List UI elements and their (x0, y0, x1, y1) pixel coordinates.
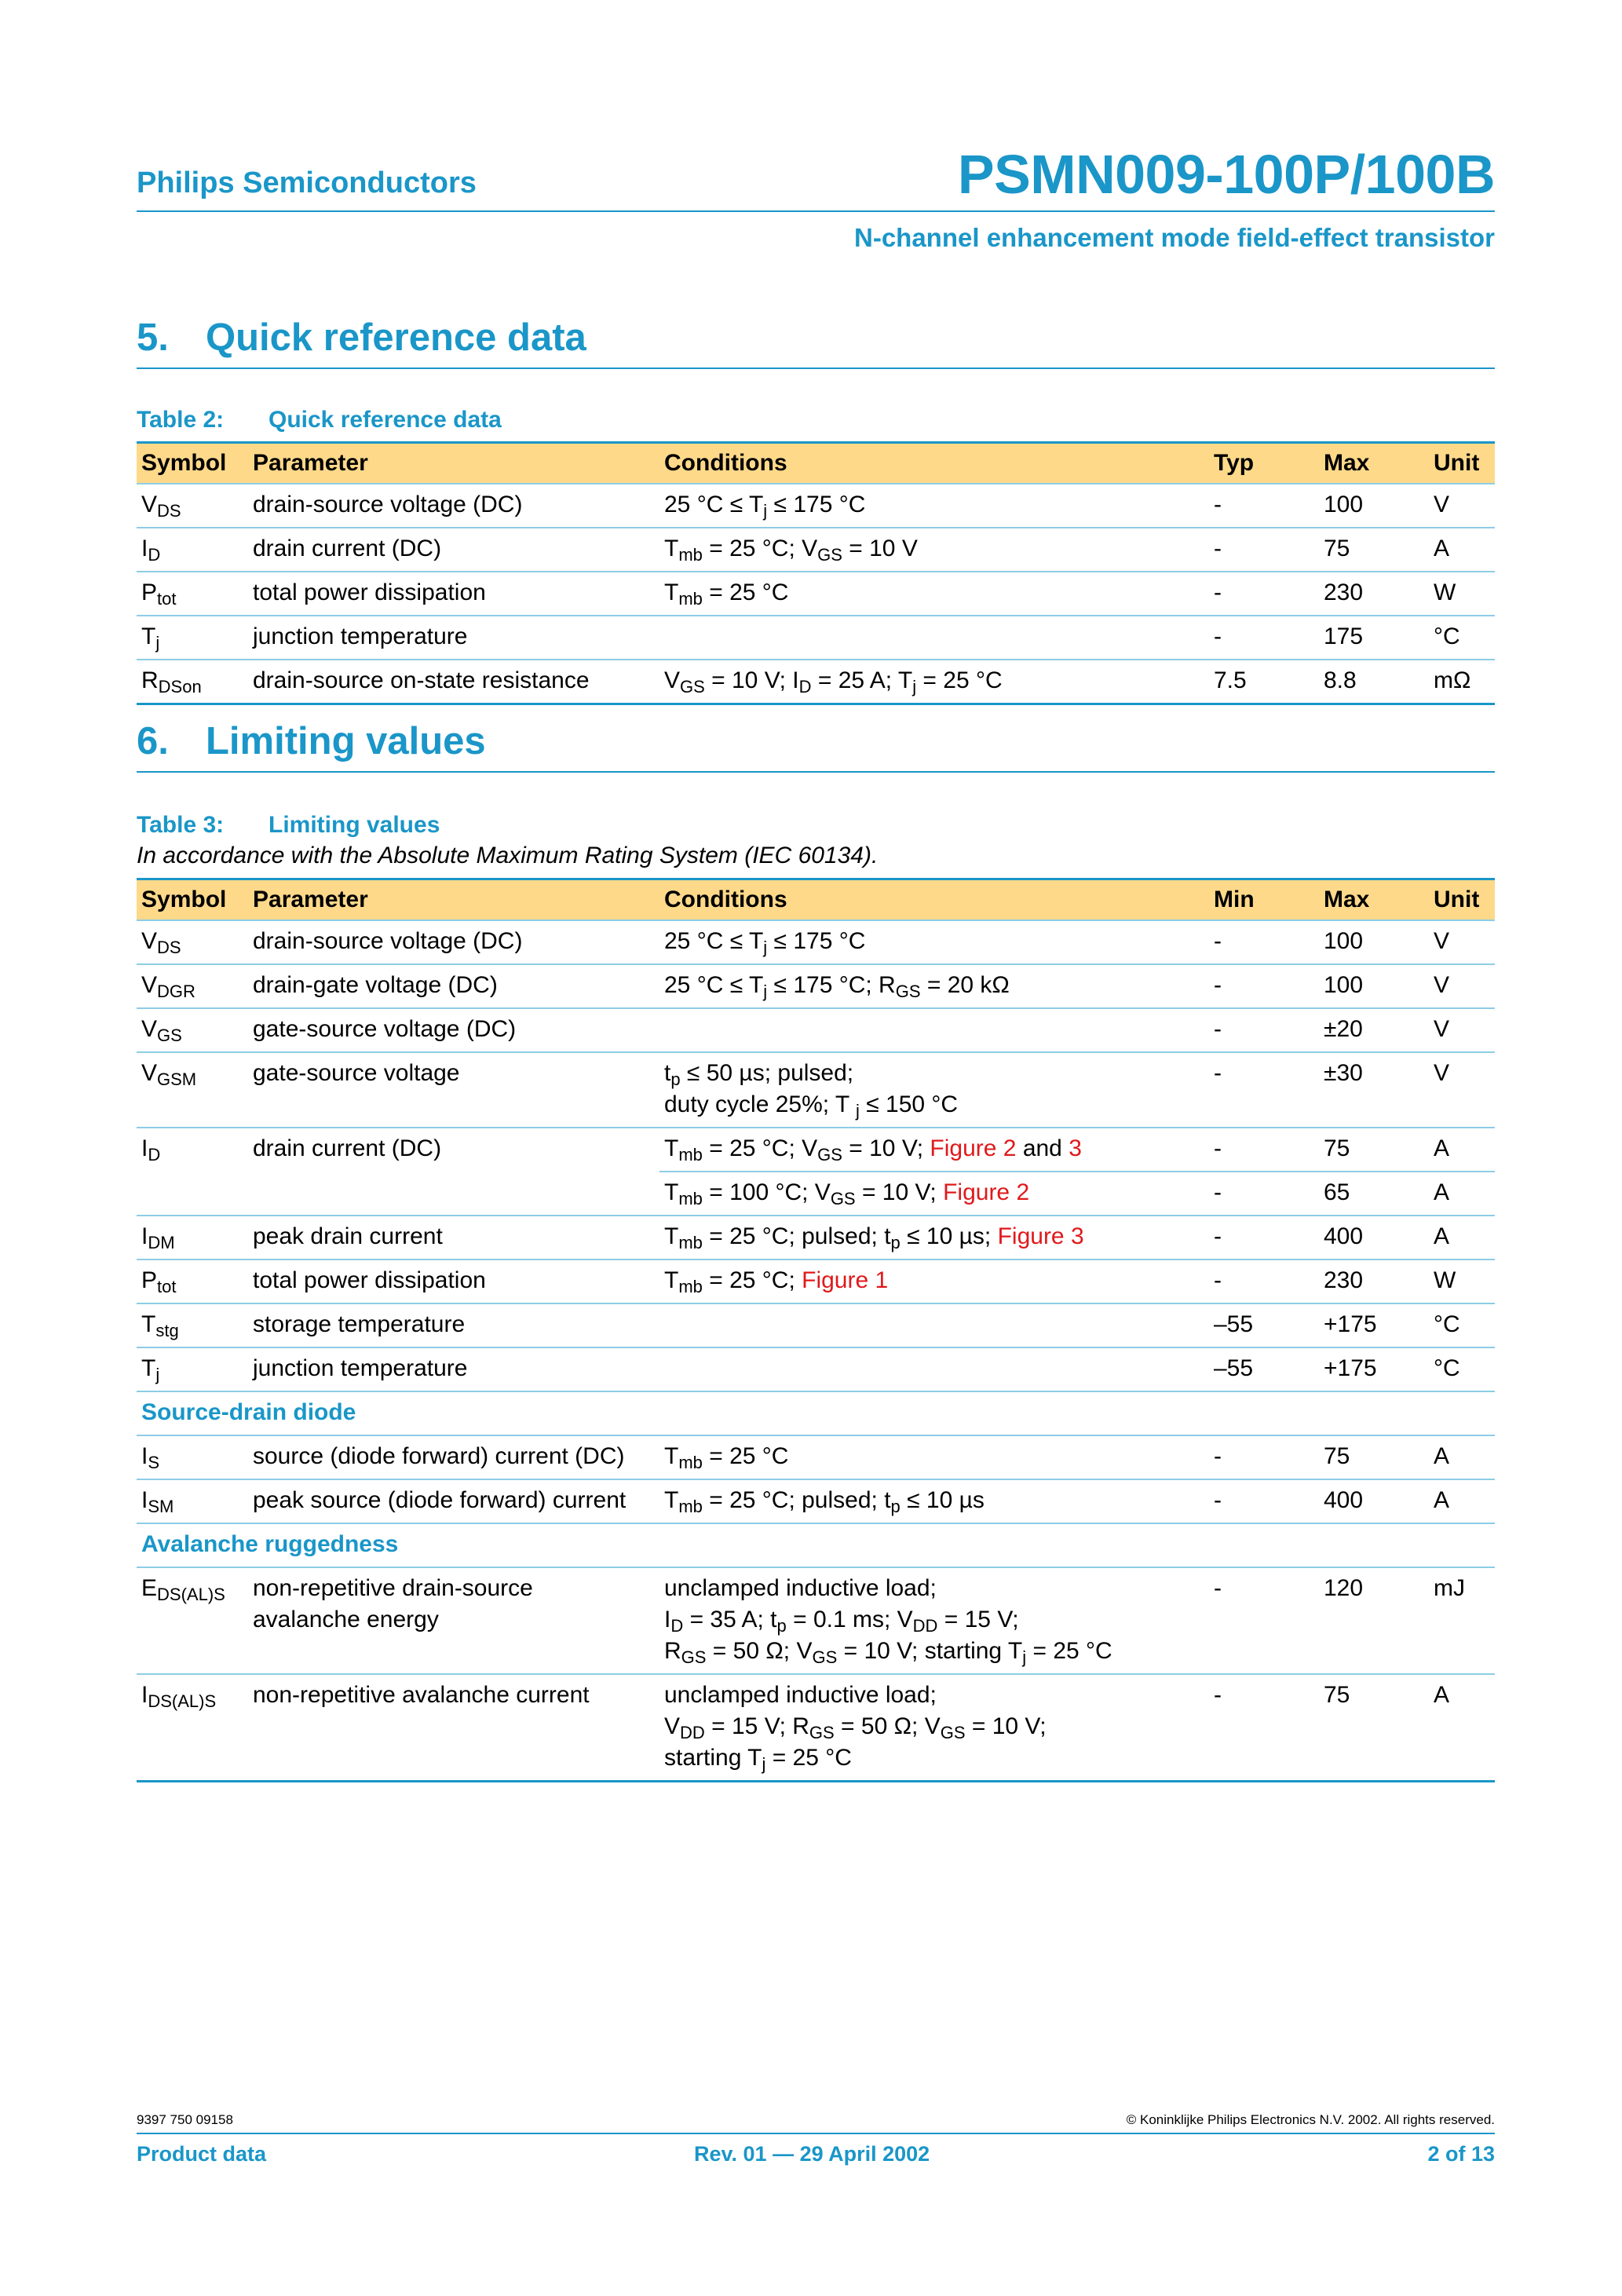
section-5-title: Quick reference data (206, 316, 586, 359)
conditions-cell: $T_{mb} = 25$ °C (659, 1435, 1209, 1479)
table-row (137, 1172, 1495, 1216)
min-cell: - (1209, 1216, 1319, 1260)
table-header-row (137, 443, 1495, 484)
max-cell: ±20 (1319, 1008, 1429, 1052)
unit-cell: V (1429, 964, 1495, 1008)
document-number: 9397 750 09158 (137, 2112, 233, 2127)
min-cell: - (1209, 1172, 1319, 1216)
conditions-cell: $T_{mb} = 25$ °C; pulsed; $t_p \le 10$ µs; Figure 3 (659, 1216, 1209, 1260)
symbol-cell: $I_D$ (137, 528, 248, 572)
company-name: Philips Semiconductors (137, 166, 477, 199)
symbol-cell: $V_{DS}$ (137, 920, 248, 964)
max-cell: 8.8 (1319, 660, 1429, 704)
max-cell: +175 (1319, 1303, 1429, 1347)
max-cell: ±30 (1319, 1052, 1429, 1128)
unit-cell: A (1429, 1435, 1495, 1479)
col-symbol: Symbol (137, 879, 248, 921)
conditions-cell: $T_{mb} = 100$ °C; $V_{GS} = 10$ V; Figure 2 (659, 1172, 1209, 1216)
symbol-cell: $I_S$ (137, 1435, 248, 1479)
table-row (137, 616, 1495, 660)
min-cell: - (1209, 1008, 1319, 1052)
parameter-cell: total power dissipation (248, 572, 659, 616)
symbol-cell: $T_{stg}$ (137, 1303, 248, 1347)
col-min: Min (1209, 879, 1319, 921)
table-row (137, 528, 1495, 572)
unit-cell: V (1429, 1052, 1495, 1128)
symbol-cell: $V_{DS}$ (137, 484, 248, 528)
max-cell: 100 (1319, 484, 1429, 528)
figure-3-link[interactable]: 3 (1069, 1135, 1082, 1161)
max-cell: +175 (1319, 1347, 1429, 1391)
min-cell: - (1209, 1479, 1319, 1523)
max-cell: 400 (1319, 1216, 1429, 1260)
table-row (137, 1260, 1495, 1303)
figure-3-link[interactable]: Figure 3 (997, 1223, 1084, 1249)
section-5-heading (137, 316, 586, 360)
min-cell: - (1209, 1260, 1319, 1303)
table-3-note: In accordance with the Absolute Maximum Rating System (IEC 60134). (137, 843, 879, 868)
parameter-cell: junction temperature (248, 616, 659, 660)
page-number: 2 of 13 (1427, 2142, 1495, 2166)
max-cell: 230 (1319, 572, 1429, 616)
col-parameter: Parameter (248, 879, 659, 921)
header-divider (137, 210, 1495, 212)
typ-cell: 7.5 (1209, 660, 1319, 704)
table-row (137, 1052, 1495, 1128)
conditions-cell (659, 1303, 1209, 1347)
symbol-cell: $V_{GS}$ (137, 1008, 248, 1052)
symbol-cell: $R_{DSon}$ (137, 660, 248, 704)
parameter-cell: drain-source on-state resistance (248, 660, 659, 704)
col-unit: Unit (1429, 443, 1495, 484)
conditions-cell: unclamped inductive load; $I_D = 35$ A; $t_p = 0.1$ ms; $V_{DD} = 15$ V; $R_{GS} = 50$ Ω; $V_{GS} = 10$ V; starting $T_j = 25$ °C (659, 1567, 1209, 1674)
min-cell: - (1209, 920, 1319, 964)
min-cell: - (1209, 1567, 1319, 1674)
symbol-cell: $V_{DGR}$ (137, 964, 248, 1008)
col-max: Max (1319, 879, 1429, 921)
unit-cell: °C (1429, 1303, 1495, 1347)
table-row (137, 1479, 1495, 1523)
table-row (137, 1435, 1495, 1479)
unit-cell: W (1429, 572, 1495, 616)
unit-cell: A (1429, 1479, 1495, 1523)
unit-cell: °C (1429, 616, 1495, 660)
table-row (137, 964, 1495, 1008)
typ-cell: - (1209, 528, 1319, 572)
section-6-heading (137, 719, 486, 763)
conditions-cell: 25 $^\circ C \le T_j \le 175$ °C; $R_{GS} = 20$ kΩ (659, 964, 1209, 1008)
parameter-cell: drain-gate voltage (DC) (248, 964, 659, 1008)
parameter-cell: non-repetitive avalanche current (248, 1674, 659, 1782)
col-parameter: Parameter (248, 443, 659, 484)
document-status: Product data (137, 2142, 267, 2166)
conditions-cell: unclamped inductive load; $V_{DD} = 15$ V; $R_{GS} = 50$ Ω; $V_{GS} = 10$ V; starting $T_j = 25$ °C (659, 1674, 1209, 1782)
part-number: PSMN009-100P/100B (957, 144, 1495, 205)
table-row (137, 920, 1495, 964)
parameter-cell (248, 1172, 659, 1216)
min-cell: –55 (1209, 1347, 1319, 1391)
symbol-cell: $I_D$ (137, 1128, 248, 1172)
unit-cell: °C (1429, 1347, 1495, 1391)
section-6-divider (137, 771, 1495, 773)
table-row (137, 1128, 1495, 1172)
conditions-cell (659, 616, 1209, 660)
symbol-cell: $V_{GSM}$ (137, 1052, 248, 1128)
symbol-cell: $I_{DM}$ (137, 1216, 248, 1260)
min-cell: - (1209, 964, 1319, 1008)
table-row (137, 1303, 1495, 1347)
conditions-cell: $V_{GS} = 10$ V; $I_D = 25$ A; $T_j = 25$ °C (659, 660, 1209, 704)
symbol-cell: $I_{DS(AL)S}$ (137, 1674, 248, 1782)
subsection-row (137, 1391, 1495, 1435)
revision-date: Rev. 01 — 29 April 2002 (694, 2142, 930, 2166)
table-3-title: Limiting values (269, 812, 440, 838)
symbol-cell: $I_{SM}$ (137, 1479, 248, 1523)
section-5-divider (137, 367, 1495, 369)
typ-cell: - (1209, 484, 1319, 528)
min-cell: - (1209, 1674, 1319, 1782)
parameter-cell: drain current (DC) (248, 1128, 659, 1172)
table-3-label: Table 3: (137, 812, 225, 838)
conditions-cell (659, 1347, 1209, 1391)
conditions-cell: $t_p \le 50$ µs; pulsed; duty cycle 25%; T $_j$ ≤ 150 °C (659, 1052, 1209, 1128)
table-row (137, 1008, 1495, 1052)
col-typ: Typ (1209, 443, 1319, 484)
copyright-notice: © Koninklijke Philips Electronics N.V. 2002. All rights reserved. (1126, 2112, 1495, 2127)
parameter-cell: junction temperature (248, 1347, 659, 1391)
section-6-title: Limiting values (206, 720, 486, 762)
max-cell: 175 (1319, 616, 1429, 660)
parameter-cell: storage temperature (248, 1303, 659, 1347)
table-row (137, 1674, 1495, 1782)
parameter-cell: peak source (diode forward) current (248, 1479, 659, 1523)
unit-cell: W (1429, 1260, 1495, 1303)
table-2-label: Table 2: (137, 407, 225, 433)
parameter-cell: drain current (DC) (248, 528, 659, 572)
unit-cell: mΩ (1429, 660, 1495, 704)
parameter-cell: gate-source voltage (DC) (248, 1008, 659, 1052)
avalanche-ruggedness-heading: Avalanche ruggedness (137, 1523, 1495, 1567)
table-row (137, 484, 1495, 528)
parameter-cell: total power dissipation (248, 1260, 659, 1303)
unit-cell: A (1429, 528, 1495, 572)
section-5-number: 5. (137, 316, 169, 359)
min-cell: - (1209, 1052, 1319, 1128)
unit-cell: V (1429, 1008, 1495, 1052)
symbol-cell: $T_j$ (137, 1347, 248, 1391)
col-symbol: Symbol (137, 443, 248, 484)
parameter-cell: non-repetitive drain-source avalanche energy (248, 1567, 659, 1674)
max-cell: 120 (1319, 1567, 1429, 1674)
unit-cell: A (1429, 1172, 1495, 1216)
conditions-cell: $T_{mb} = 25$ °C; $V_{GS} = 10$ V; Figure 2 and 3 (659, 1128, 1209, 1172)
table-row (137, 660, 1495, 704)
symbol-cell: $T_j$ (137, 616, 248, 660)
conditions-cell: $T_{mb} = 25$ °C (659, 572, 1209, 616)
unit-cell: mJ (1429, 1567, 1495, 1674)
parameter-cell: drain-source voltage (DC) (248, 484, 659, 528)
col-conditions: Conditions (659, 443, 1209, 484)
document-subtitle: N-channel enhancement mode field-effect transistor (854, 223, 1495, 252)
conditions-cell: $T_{mb} = 25$ °C; pulsed; $t_p \le 10$ µs (659, 1479, 1209, 1523)
conditions-cell: 25 $^\circ C \le T_j \le 175$ °C (659, 484, 1209, 528)
figure-2-link[interactable]: Figure 2 (930, 1135, 1017, 1161)
table-3-caption (137, 812, 440, 839)
max-cell: 100 (1319, 964, 1429, 1008)
symbol-cell: $P_{tot}$ (137, 1260, 248, 1303)
max-cell: 230 (1319, 1260, 1429, 1303)
max-cell: 65 (1319, 1172, 1429, 1216)
max-cell: 75 (1319, 528, 1429, 572)
typ-cell: - (1209, 616, 1319, 660)
typ-cell: - (1209, 572, 1319, 616)
source-drain-diode-heading: Source-drain diode (137, 1391, 1495, 1435)
min-cell: –55 (1209, 1303, 1319, 1347)
parameter-cell: gate-source voltage (248, 1052, 659, 1128)
table-2-caption (137, 407, 502, 433)
symbol-cell (137, 1172, 248, 1216)
unit-cell: A (1429, 1674, 1495, 1782)
parameter-cell: source (diode forward) current (DC) (248, 1435, 659, 1479)
conditions-cell: 25 $^\circ C \le T_j \le 175$ °C (659, 920, 1209, 964)
table-row (137, 1216, 1495, 1260)
table-2-title: Quick reference data (269, 407, 502, 433)
unit-cell: V (1429, 484, 1495, 528)
col-unit: Unit (1429, 879, 1495, 921)
col-conditions: Conditions (659, 879, 1209, 921)
symbol-cell: $P_{tot}$ (137, 572, 248, 616)
section-6-number: 6. (137, 720, 169, 762)
figure-2-link[interactable]: Figure 2 (943, 1179, 1030, 1205)
parameter-cell: drain-source voltage (DC) (248, 920, 659, 964)
footer-divider (137, 2133, 1495, 2134)
max-cell: 75 (1319, 1128, 1429, 1172)
symbol-cell: $E_{DS(AL)S}$ (137, 1567, 248, 1674)
max-cell: 75 (1319, 1674, 1429, 1782)
conditions-cell: $T_{mb} = 25$ °C; $V_{GS} = 10$ V (659, 528, 1209, 572)
unit-cell: V (1429, 920, 1495, 964)
unit-cell: A (1429, 1128, 1495, 1172)
table-row (137, 572, 1495, 616)
max-cell: 100 (1319, 920, 1429, 964)
table-row (137, 1567, 1495, 1674)
figure-1-link[interactable]: Figure 1 (802, 1267, 889, 1293)
unit-cell: A (1429, 1216, 1495, 1260)
max-cell: 75 (1319, 1435, 1429, 1479)
conditions-cell (659, 1008, 1209, 1052)
limiting-values-table (137, 878, 1495, 1782)
col-max: Max (1319, 443, 1429, 484)
parameter-cell: peak drain current (248, 1216, 659, 1260)
table-header-row (137, 879, 1495, 921)
subsection-row (137, 1523, 1495, 1567)
quick-reference-table (137, 441, 1495, 705)
table-row (137, 1347, 1495, 1391)
max-cell: 400 (1319, 1479, 1429, 1523)
min-cell: - (1209, 1435, 1319, 1479)
min-cell: - (1209, 1128, 1319, 1172)
conditions-cell: $T_{mb} = 25$ °C; Figure 1 (659, 1260, 1209, 1303)
